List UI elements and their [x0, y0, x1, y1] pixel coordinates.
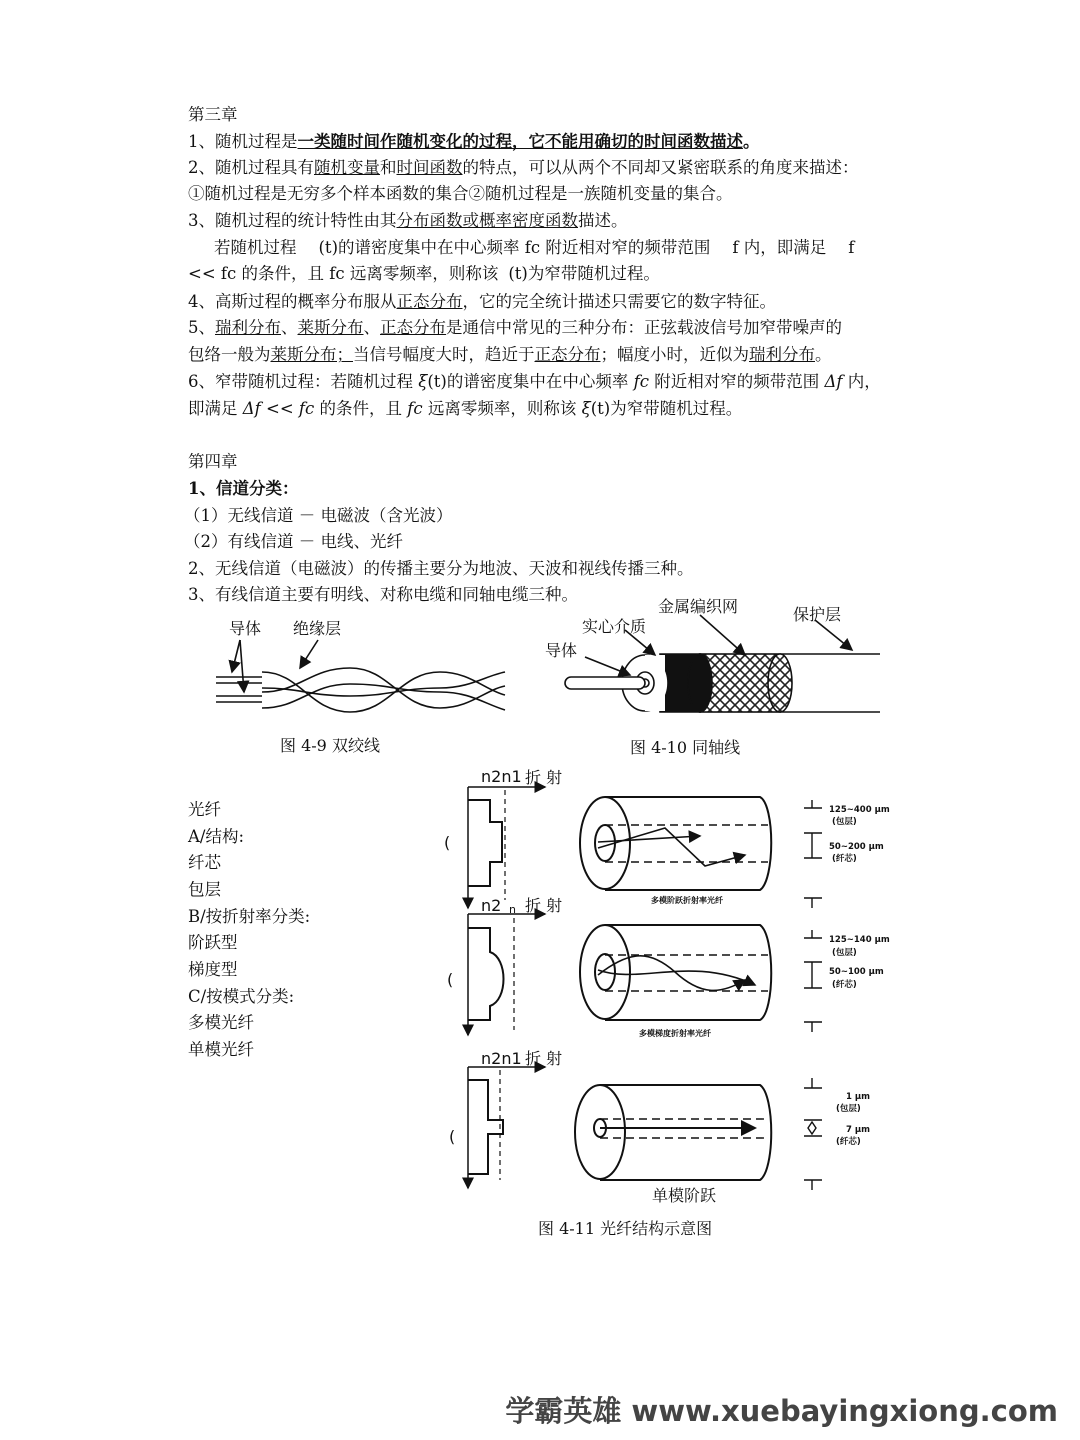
dimension-marks — [804, 800, 822, 1190]
dim2-core-sub: (纤芯) — [832, 980, 857, 990]
paren-mark-1: ( — [444, 833, 451, 852]
fiber-list-item: 阶跃型 — [188, 933, 238, 952]
fiber1-name: 多模阶跃折射率光纤 — [651, 896, 723, 905]
dim3-cladding: 1 μm — [846, 1092, 870, 1102]
ch3-item-6b: 即满足 Δf << fc 的条件，且 fc 远离零频率，则称该 ξ(t)为窄带随机过程。 — [188, 399, 743, 418]
chapter3-title: 第三章 — [188, 105, 238, 124]
twisted-pair-conductor-label: 导体 — [229, 619, 262, 638]
dim2-cladding-sub: (包层) — [832, 948, 857, 958]
ch4-item-1b: （2）有线信道 － 电线、光纤 — [184, 532, 403, 551]
fiber-list-item: B/按折射率分类: — [188, 907, 311, 926]
fiber-list-item: 包层 — [188, 880, 221, 899]
fiber-list-item: 梯度型 — [188, 960, 238, 979]
index-axis-label-1: n2n1 — [481, 767, 522, 786]
ch3-item-2: 2、随机过程具有随机变量和时间函数的特点，可以从两个不同却又紧密联系的角度来描述： — [188, 158, 859, 177]
dim1-core-sub: (纤芯) — [832, 854, 857, 864]
ch4-item-3: 3、有线信道主要有明线、对称电缆和同轴电缆三种。 — [188, 585, 578, 604]
ch3-item-1: 1、随机过程是一类随时间作随机变化的过程，它不能用确切的时间函数描述。 — [188, 132, 760, 151]
ch3-item-3: 3、随机过程的统计特性由其分布函数或概率密度函数描述。 — [188, 211, 628, 230]
ch3-item-5: 5、瑞利分布、莱斯分布、正态分布是通信中常见的三种分布：正弦载波信号加窄带噪声的 — [188, 318, 842, 337]
fiber-list-item: 纤芯 — [188, 853, 221, 872]
index-profile-graded-multimode — [468, 914, 545, 1035]
twisted-pair-insulation-label: 绝缘层 — [293, 619, 342, 638]
coax-dielectric-label: 实心介质 — [582, 617, 647, 636]
figure-4-9-caption: 图 4-9 双绞线 — [280, 736, 380, 755]
index-profile-step-multimode — [468, 787, 545, 908]
dim3-core-sub: (纤芯) — [836, 1137, 861, 1147]
dim1-cladding-sub: (包层) — [832, 817, 857, 827]
dim3-cladding-sub: (包层) — [836, 1104, 861, 1114]
refraction-label-1: 折 射 — [525, 768, 563, 787]
ch3-item-5b: 包络一般为莱斯分布；当信号幅度大时，趋近于正态分布；幅度小时，近似为瑞利分布。 — [188, 345, 832, 364]
fiber-list-item: 单模光纤 — [188, 1040, 254, 1059]
coax-braid-label: 金属编织网 — [658, 597, 739, 616]
fiber-list-item: 多模光纤 — [188, 1013, 254, 1032]
watermark: 学霸英雄 www.xuebayingxiong.com — [505, 1394, 1058, 1428]
paren-mark-2: ( — [447, 970, 454, 989]
figure-4-11-caption: 图 4-11 光纤结构示意图 — [538, 1219, 713, 1238]
index-axis-label-3: n2n1 — [481, 1049, 522, 1068]
dim1-cladding: 125~400 μm — [829, 805, 890, 815]
chapter4-title: 第四章 — [188, 452, 238, 471]
fiber3-name: 单模阶跃 — [652, 1186, 717, 1205]
refraction-label-2: 折 射 — [525, 896, 563, 915]
fiber-cylinder-2 — [580, 925, 771, 1020]
paren-mark-3: ( — [449, 1127, 456, 1146]
ch3-item-6: 6、窄带随机过程：若随机过程 ξ(t)的谱密度集中在中心频率 fc 附近相对窄的频带范围 Δf 内， — [188, 372, 881, 391]
coax-conductor-label: 导体 — [545, 641, 578, 660]
coax-jacket-label: 保护层 — [793, 605, 842, 624]
dim2-cladding: 125~140 μm — [829, 935, 890, 945]
ch3-item-4: 4、高斯过程的概率分布服从正态分布，它的完全统计描述只需要它的数字特征。 — [188, 292, 776, 311]
dim2-core: 50~100 μm — [829, 967, 884, 977]
index-axis-label-2b: n — [509, 903, 516, 916]
ch3-item-3b: 若随机过程 (t)的谱密度集中在中心频率 fc 附近相对窄的频带范围 f 内，即满足 f — [214, 238, 855, 257]
ch3-item-2b: ①随机过程是无穷多个样本函数的集合②随机过程是一族随机变量的集合。 — [188, 184, 733, 203]
ch3-item-3c: << fc 的条件，且 fc 远离零频率，则称该 (t)为窄带随机过程。 — [188, 264, 660, 283]
ch4-item-2: 2、无线信道（电磁波）的传播主要分为地波、天波和视线传播三种。 — [188, 559, 694, 578]
fiber-list-item: A/结构: — [188, 827, 245, 846]
dim3-core: 7 μm — [846, 1125, 870, 1135]
refraction-label-3: 折 射 — [525, 1049, 563, 1068]
index-axis-label-2: n2 — [481, 896, 502, 915]
fiber-cylinder-1 — [580, 797, 771, 890]
fiber-list-item: C/按模式分类: — [188, 987, 295, 1006]
fiber2-name: 多模梯度折射率光纤 — [639, 1029, 711, 1038]
ch4-item-1a: （1）无线信道 － 电磁波（含光波） — [184, 506, 453, 525]
fiber-cylinder-3 — [575, 1085, 771, 1180]
figure-4-10-caption: 图 4-10 同轴线 — [630, 738, 741, 757]
coax-drawing — [565, 615, 880, 712]
ch4-item-1: 1、信道分类： — [188, 479, 299, 498]
dim1-core: 50~200 μm — [829, 842, 884, 852]
twisted-pair-drawing — [216, 640, 505, 712]
index-profile-step-singlemode — [468, 1067, 545, 1188]
fiber-list-item: 光纤 — [188, 800, 221, 819]
